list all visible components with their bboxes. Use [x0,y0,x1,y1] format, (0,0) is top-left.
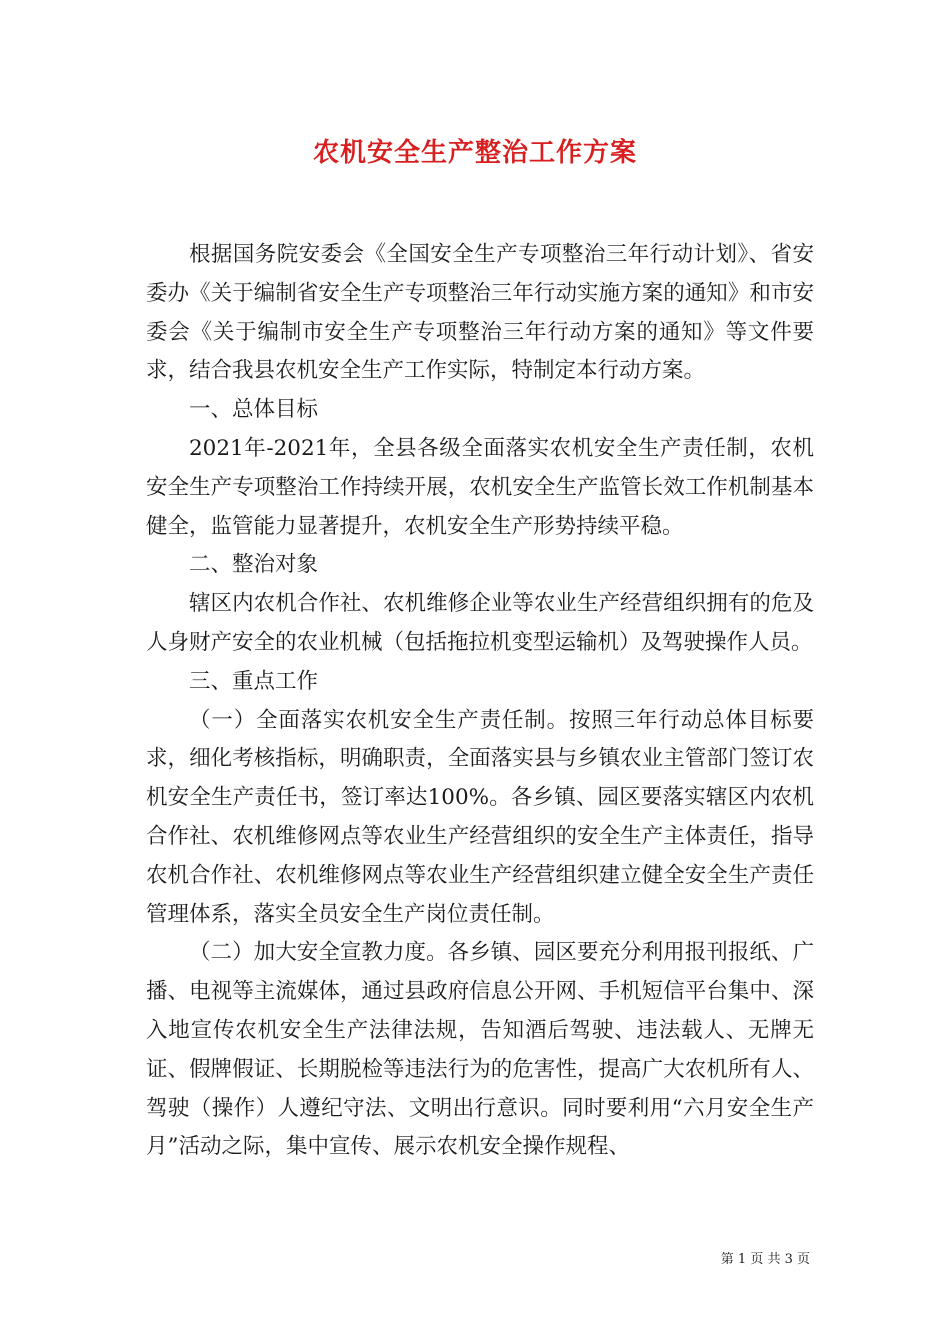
heading-key-work: 三、重点工作 [189,668,319,694]
heading-targets: 二、整治对象 [189,552,319,578]
document-body [146,236,814,1167]
heading-overall-goal: 一、总体目标 [189,397,319,423]
page-number: 第 1 页 共 3 页 [720,1252,810,1267]
paragraph-key-work-2: （二）加大安全宣教力度。各乡镇、园区要充分利用报刊报纸、广播、电视等主流媒体，通过县政府信息公开网、手机短信平台集中、深入地宣传农机安全生产法律法规，告知酒后驾驶、违法载人、无牌无证、假牌假证、长期脱检等违法行为的危害性，提高广大农机所有人、驾驶（操作）人遵纪守法、文明出行意识。同时要利用“六月安全生产月”活动之际，集中宣传、展示农机安全操作规程、 [146,940,814,1160]
paragraph-targets: 辖区内农机合作社、农机维修企业等农业生产经营组织拥有的危及人身财产安全的农业机械（包括拖拉机变型运输机）及驾驶操作人员。 [146,591,814,655]
paragraph-key-work-1: （一）全面落实农机安全生产责任制。按照三年行动总体目标要求，细化考核指标，明确职责，全面落实县与乡镇农业主管部门签订农机安全生产责任书，签订率达100%。各乡镇、园区要落实辖区内农机合作社、农机维修网点等农业生产经营组织的安全生产主体责任，指导农机合作社、农机维修网点等农业生产经营组织建立健全安全生产责任管理体系，落实全员安全生产岗位责任制。 [146,707,814,927]
document-title: 农机安全生产整治工作方案 [312,138,637,168]
paragraph-intro: 根据国务院安委会《全国安全生产专项整治三年行动计划》、省安委办《关于编制省安全生产专项整治三年行动实施方案的通知》和市安委会《关于编制市安全生产专项整治三年行动方案的通知》等文件要求，结合我县农机安全生产工作实际，特制定本行动方案。 [146,242,814,384]
paragraph-overall-goal: 2021年-2021年，全县各级全面落实农机安全生产责任制，农机安全生产专项整治工作持续开展，农机安全生产监管长效工作机制基本健全，监管能力显著提升，农机安全生产形势持续平稳。 [146,435,814,539]
